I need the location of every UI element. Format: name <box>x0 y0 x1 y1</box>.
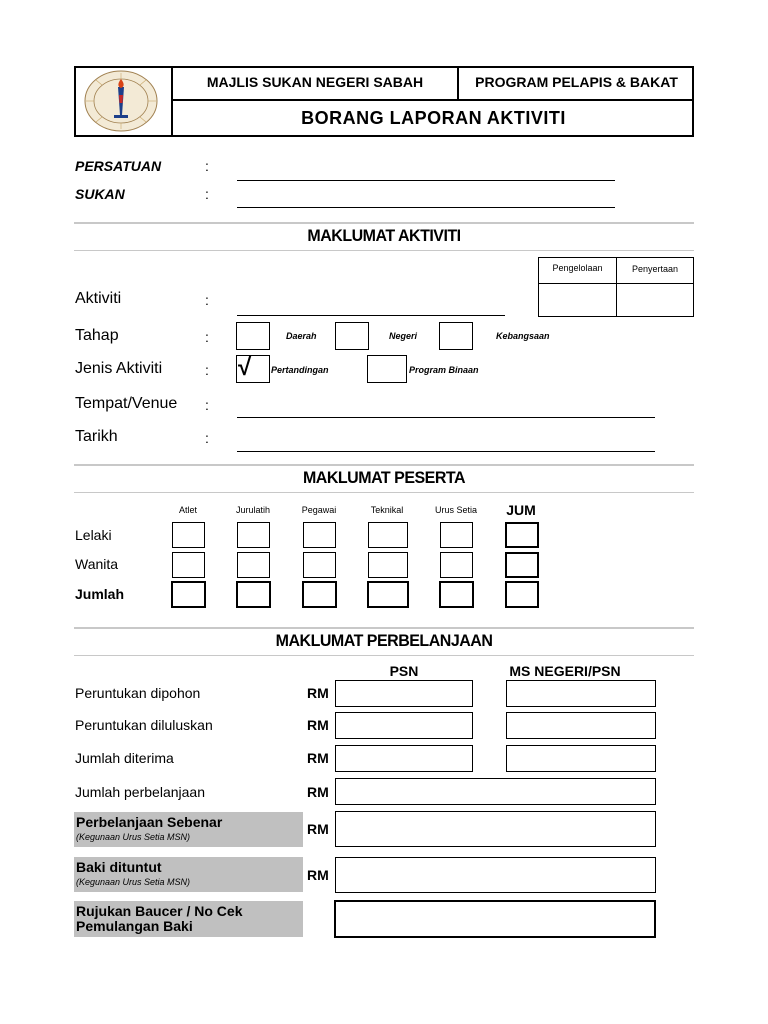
cell-wanita-pegawai[interactable] <box>303 552 336 578</box>
rujukan-input[interactable] <box>334 900 656 938</box>
diluluskan-ms-input[interactable] <box>506 712 656 739</box>
cell-wanita-urus-setia[interactable] <box>440 552 473 578</box>
cell-jumlah-jurulatih[interactable] <box>236 581 271 608</box>
jenis-program-binaan-checkbox[interactable] <box>367 355 407 383</box>
rujukan-label-block <box>74 901 303 937</box>
cell-wanita-teknikal[interactable] <box>368 552 408 578</box>
dipohon-ms-input[interactable] <box>506 680 656 707</box>
peserta-section-title: MAKLUMAT PESERTA <box>302 469 466 488</box>
peruntukan-dipohon-label: Peruntukan dipohon <box>75 685 201 701</box>
cell-jumlah-teknikal[interactable] <box>367 581 409 608</box>
sukan-field[interactable] <box>237 207 615 208</box>
rm-dipohon: RM <box>307 685 329 701</box>
pengelolaan-label: Pengelolaan <box>552 263 603 273</box>
penyertaan-label: Penyertaan <box>631 264 679 274</box>
cell-lelaki-jum[interactable] <box>505 522 539 548</box>
rujukan-label-line1: Rujukan Baucer / No Cek <box>76 903 243 919</box>
col-atlet: Atlet <box>178 505 197 515</box>
aktiviti-section-title: MAKLUMAT AKTIVITI <box>307 227 461 246</box>
perbelanjaan-sebenar-label-block <box>74 812 303 847</box>
col-jurulatih: Jurulatih <box>235 505 271 515</box>
perbelanjaan-sebenar-label: Perbelanjaan Sebenar <box>76 814 223 830</box>
tarikh-label: Tarikh <box>75 428 118 445</box>
cell-wanita-atlet[interactable] <box>172 552 205 578</box>
diterima-psn-input[interactable] <box>335 745 473 772</box>
rujukan-label-line2: Pemulangan Baki <box>76 918 193 934</box>
tahap-negeri-label: Negeri <box>389 331 418 341</box>
sukan-colon: : <box>205 186 209 202</box>
diluluskan-psn-input[interactable] <box>335 712 473 739</box>
jenis-colon: : <box>205 362 209 378</box>
aktiviti-separator-bottom <box>74 250 694 251</box>
tarikh-colon: : <box>205 430 209 446</box>
tahap-label: Tahap <box>75 327 119 344</box>
tahap-negeri-checkbox[interactable] <box>335 322 369 350</box>
perbelanjaan-sebenar-input[interactable] <box>335 811 656 847</box>
header-org-name: MAJLIS SUKAN NEGERI SABAH <box>206 74 424 90</box>
cell-jumlah-jum[interactable] <box>505 581 539 608</box>
diterima-ms-input[interactable] <box>506 745 656 772</box>
rm-baki: RM <box>307 867 329 883</box>
peruntukan-diluluskan-label: Peruntukan diluluskan <box>75 717 213 733</box>
cell-jumlah-atlet[interactable] <box>171 581 206 608</box>
sukan-label: SUKAN <box>75 186 125 202</box>
persatuan-colon: : <box>205 158 209 174</box>
belanja-separator-bottom <box>74 655 694 656</box>
cell-lelaki-pegawai[interactable] <box>303 522 336 548</box>
col-ms-negeri-psn: MS NEGERI/PSN <box>509 663 621 679</box>
persatuan-field[interactable] <box>237 180 615 181</box>
cell-lelaki-jurulatih[interactable] <box>237 522 270 548</box>
persatuan-label: PERSATUAN <box>75 158 162 174</box>
jenis-pertandingan-label: Pertandingan <box>271 365 329 375</box>
col-psn: PSN <box>389 663 419 679</box>
aktiviti-separator-top <box>74 222 694 224</box>
tahap-daerah-label: Daerah <box>286 331 317 341</box>
rm-diterima: RM <box>307 750 329 766</box>
baki-dituntut-label: Baki dituntut <box>76 859 162 875</box>
tempat-label: Tempat/Venue <box>75 395 178 412</box>
tahap-daerah-checkbox[interactable] <box>236 322 270 350</box>
tempat-field[interactable] <box>237 417 655 418</box>
tahap-colon: : <box>205 329 209 345</box>
col-teknikal: Teknikal <box>370 505 404 515</box>
jumlah-perbelanjaan-label: Jumlah perbelanjaan <box>75 784 205 800</box>
header-program-name: PROGRAM PELAPIS & BAKAT <box>475 74 678 90</box>
tahap-kebangsaan-checkbox[interactable] <box>439 322 473 350</box>
aktiviti-colon: : <box>205 292 209 308</box>
tahap-kebangsaan-label: Kebangsaan <box>496 331 550 341</box>
tempat-colon: : <box>205 397 209 413</box>
col-jum: JUM <box>506 502 536 518</box>
cell-lelaki-urus-setia[interactable] <box>440 522 473 548</box>
col-pegawai: Pegawai <box>301 505 337 515</box>
cell-lelaki-atlet[interactable] <box>172 522 205 548</box>
belanja-section-title: MAKLUMAT PERBELANJAAN <box>275 632 493 651</box>
rm-perbelanjaan: RM <box>307 784 329 800</box>
peserta-separator-bottom <box>74 492 694 493</box>
pengelolaan-box[interactable] <box>538 283 617 317</box>
baki-dituntut-label-block <box>74 857 303 892</box>
penyertaan-box[interactable] <box>616 283 694 317</box>
baki-dituntut-note: (Kegunaan Urus Setia MSN) <box>76 877 191 887</box>
rm-sebenar: RM <box>307 821 329 837</box>
perbelanjaan-input[interactable] <box>335 778 656 805</box>
dipohon-psn-input[interactable] <box>335 680 473 707</box>
baki-dituntut-input[interactable] <box>335 857 656 893</box>
row-jumlah-label: Jumlah <box>75 586 125 602</box>
cell-wanita-jum[interactable] <box>505 552 539 578</box>
check-mark-icon: √ <box>238 354 252 381</box>
row-wanita-label: Wanita <box>75 556 119 572</box>
belanja-separator-top <box>74 627 694 629</box>
perbelanjaan-sebenar-note: (Kegunaan Urus Setia MSN) <box>76 832 191 842</box>
jenis-program-binaan-label: Program Binaan <box>409 365 479 375</box>
rm-diluluskan: RM <box>307 717 329 733</box>
cell-lelaki-teknikal[interactable] <box>368 522 408 548</box>
col-urus-setia: Urus Setia <box>434 505 478 515</box>
cell-wanita-jurulatih[interactable] <box>237 552 270 578</box>
msn-logo <box>82 69 160 133</box>
tarikh-field[interactable] <box>237 451 655 452</box>
form-title: BORANG LAPORAN AKTIVITI <box>301 108 566 128</box>
jumlah-diterima-label: Jumlah diterima <box>75 750 174 766</box>
header-divider-horizontal <box>171 99 694 101</box>
aktiviti-field[interactable] <box>237 315 505 316</box>
jenis-aktiviti-label: Jenis Aktiviti <box>75 360 163 377</box>
cell-jumlah-pegawai[interactable] <box>302 581 337 608</box>
aktiviti-label: Aktiviti <box>75 290 122 307</box>
cell-jumlah-urus-setia[interactable] <box>439 581 474 608</box>
peserta-separator-top <box>74 464 694 466</box>
row-lelaki-label: Lelaki <box>75 527 112 543</box>
